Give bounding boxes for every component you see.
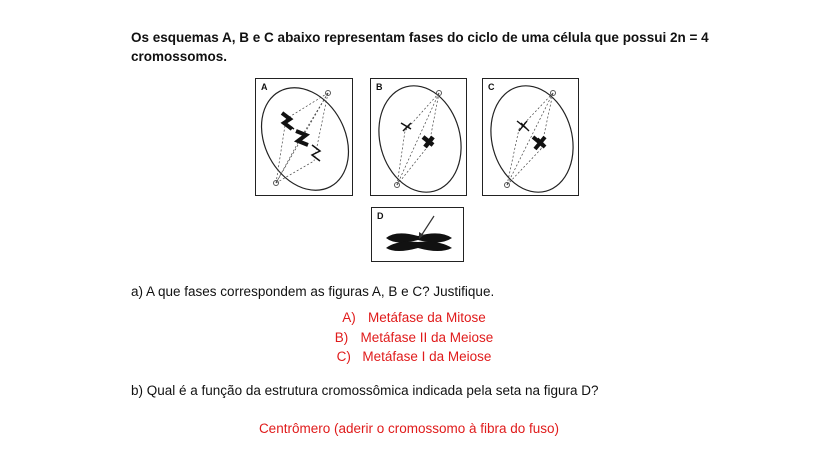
chromosomes-a bbox=[282, 113, 320, 161]
answer-a-item bbox=[0, 308, 828, 328]
figure-panel-d bbox=[371, 207, 464, 262]
panel-label-d: D bbox=[377, 211, 384, 221]
answer-text: Metáfase I da Meiose bbox=[362, 349, 492, 364]
answer-letter: C) bbox=[336, 349, 351, 364]
answer-b: Centrômero (aderir o cromossomo à fibra do fuso) bbox=[258, 421, 560, 436]
answer-letter: A) bbox=[342, 310, 356, 325]
answer-a-item bbox=[0, 328, 828, 348]
page-title: Os esquemas A, B e C abaixo representam fases do ciclo de uma célula que possui 2n = 4 cromossomos. bbox=[131, 30, 709, 64]
figure-panel-a bbox=[255, 78, 353, 196]
question-b: b) Qual é a função da estrutura cromossômica indicada pela seta na figura D? bbox=[131, 383, 599, 398]
chromosomes-b bbox=[401, 123, 433, 147]
panel-label-b: B bbox=[376, 82, 383, 92]
cell-diagram-a bbox=[256, 79, 354, 197]
arrow-icon bbox=[421, 216, 434, 236]
answer-text: Metáfase da Mitose bbox=[367, 310, 486, 325]
answer-text: Metáfase II da Meiose bbox=[360, 329, 494, 345]
question-a: a) A que fases correspondem as figuras A, B e C? Justifique. bbox=[131, 284, 495, 299]
chromosomes-c bbox=[517, 121, 545, 149]
cell-diagram-c bbox=[483, 79, 580, 197]
chromosome-diagram-d bbox=[372, 208, 465, 263]
figure-panel-b bbox=[370, 78, 467, 196]
panel-label-c: C bbox=[488, 82, 495, 92]
panel-label-a: A bbox=[261, 82, 268, 92]
cell-diagram-b bbox=[371, 79, 468, 197]
answers-a bbox=[0, 308, 828, 367]
answer-a-item bbox=[0, 347, 828, 367]
answer-letter: B) bbox=[334, 329, 349, 345]
figure-panel-c bbox=[482, 78, 579, 196]
